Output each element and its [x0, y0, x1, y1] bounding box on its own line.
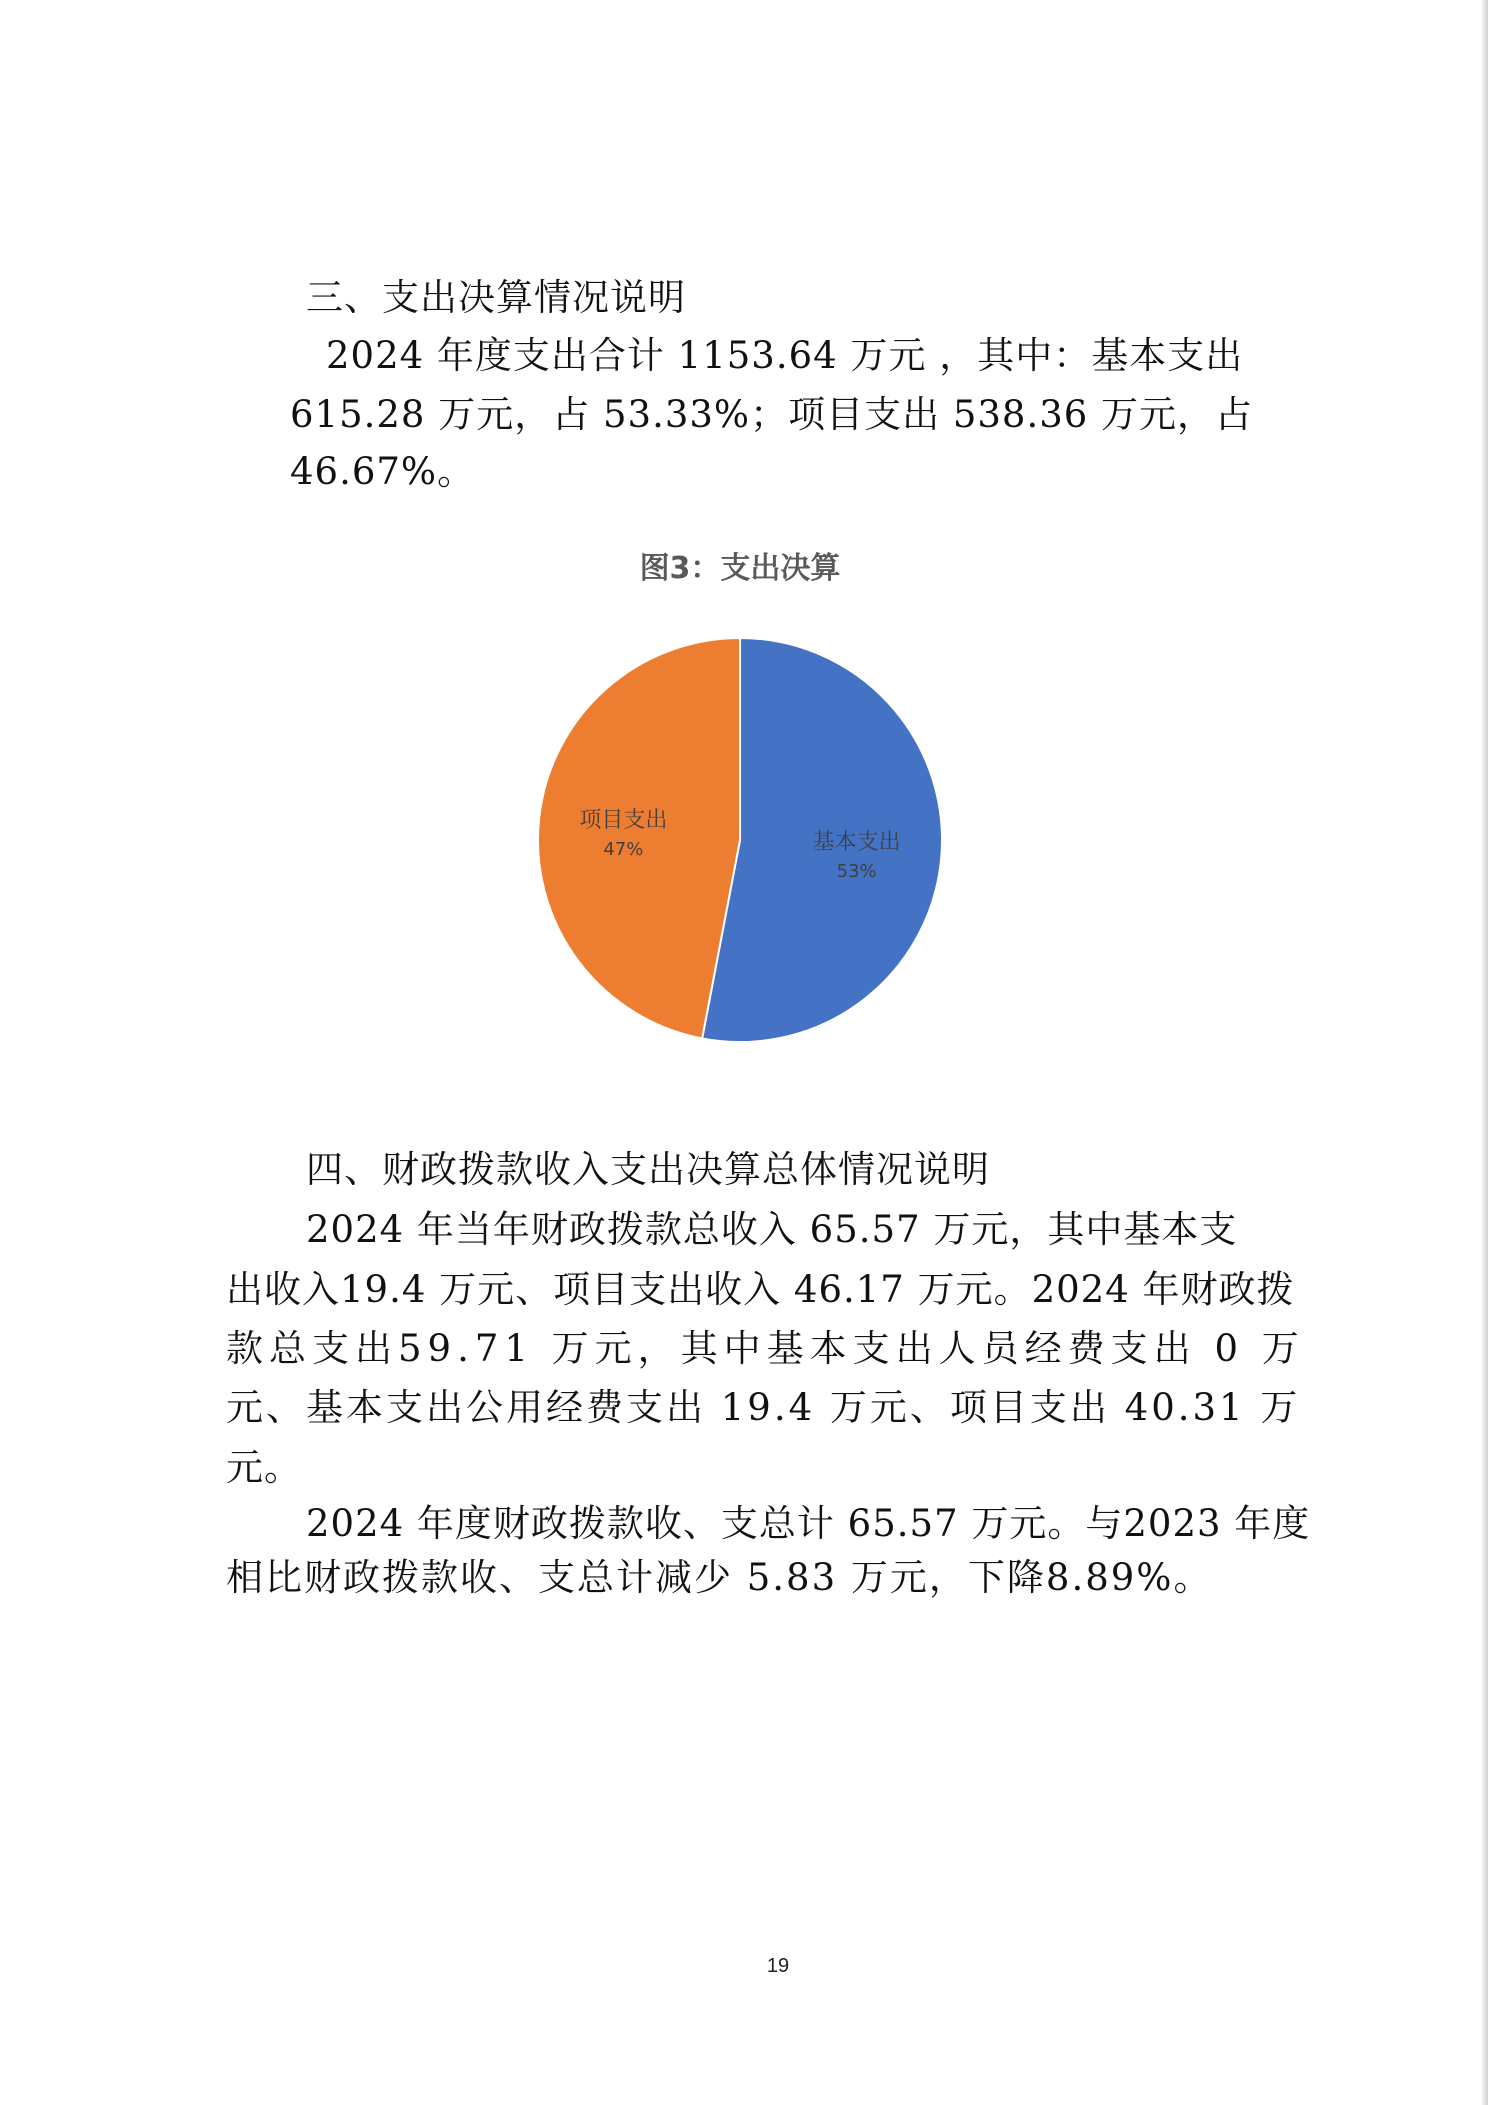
section-3-line-3: 46.67%。	[290, 450, 476, 493]
pie-chart-svg	[480, 535, 1000, 1065]
section-4-line-6: 2024 年度财政拨款收、支总计 65.57 万元。与2023 年度	[306, 1502, 1311, 1545]
section-3-line-1: 2024 年度支出合计 1153.64 万元 ，其中：基本支出	[326, 334, 1244, 377]
pie-slice-percent-0: 53%	[836, 861, 877, 883]
pie-slice-percent-1: 47%	[603, 838, 644, 860]
section-4-line-3: 款总支出59.71 万元，其中基本支出人员经费支出 0 万	[226, 1327, 1305, 1370]
section-4-line-7: 相比财政拨款收、支总计减少 5.83 万元，下降8.89%。	[226, 1556, 1213, 1599]
pie-slice-label-0: 基本支出	[812, 830, 901, 856]
section-4-line-2: 出收入19.4 万元、项目支出收入 46.17 万元。2024 年财政拨	[226, 1268, 1295, 1311]
section-4-line-1: 2024 年当年财政拨款总收入 65.57 万元，其中基本支	[306, 1208, 1238, 1251]
expenditure-pie-chart	[480, 535, 1000, 1065]
chart-title: 图3：支出决算	[639, 551, 841, 586]
section-4-line-4: 元、基本支出公用经费支出 19.4 万元、项目支出 40.31 万	[226, 1386, 1301, 1429]
section-4-line-5: 元。	[226, 1446, 302, 1489]
page-edge	[1482, 0, 1488, 2105]
section-3-heading: 三、支出决算情况说明	[306, 276, 686, 319]
section-4-heading: 四、财政拨款收入支出决算总体情况说明	[306, 1148, 990, 1191]
page-number: 19	[766, 1955, 790, 1977]
section-3-line-2: 615.28 万元，占 53.33%；项目支出 538.36 万元，占	[290, 393, 1254, 436]
pie-slice-label-1: 项目支出	[579, 807, 668, 833]
